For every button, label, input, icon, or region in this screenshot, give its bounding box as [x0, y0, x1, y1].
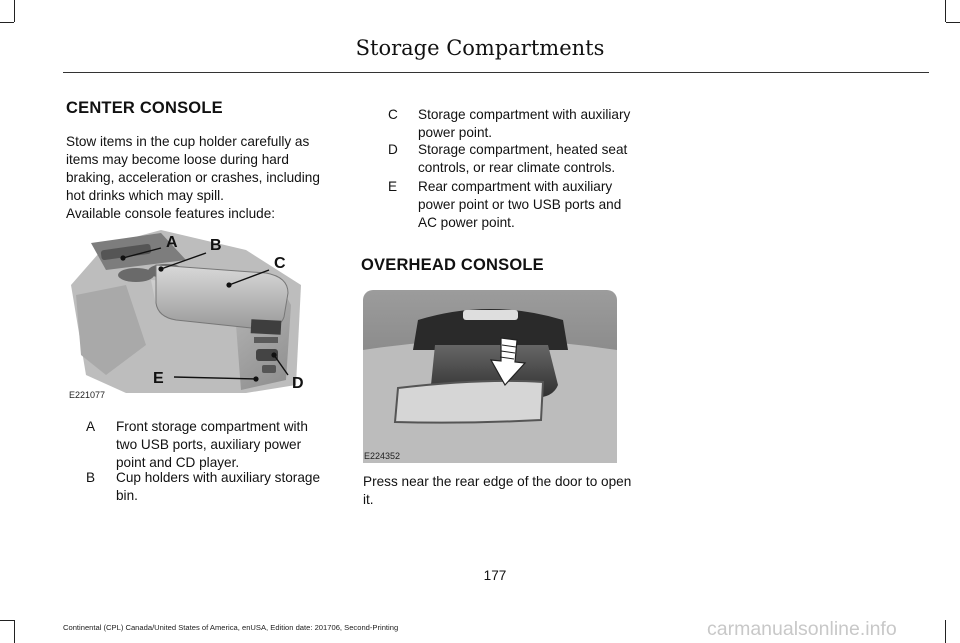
overhead-console-illustration [363, 290, 617, 463]
feature-line: Front storage compartment with [116, 419, 308, 434]
features-intro: Available console features include: [66, 206, 276, 221]
feature-line: point and CD player. [116, 455, 240, 470]
feature-item-e [388, 178, 648, 232]
intro-line: hot drinks which may spill. [66, 188, 224, 203]
crop-mark [0, 22, 14, 23]
crop-mark [945, 0, 946, 22]
feature-key: A [86, 419, 96, 434]
feature-description [418, 178, 621, 232]
body-line: it. [363, 492, 374, 507]
watermark: carmanualsonline.info [707, 618, 897, 640]
callout-d: D [292, 375, 304, 392]
feature-description [116, 418, 308, 472]
overhead-console-heading: OVERHEAD CONSOLE [361, 256, 544, 274]
feature-description [418, 106, 630, 142]
feature-line: Storage compartment with auxiliary [418, 107, 631, 122]
feature-item-a [86, 418, 346, 472]
crop-mark [14, 0, 15, 22]
feature-line: AC power point. [418, 215, 515, 230]
feature-line: power point or two USB ports and [418, 197, 622, 212]
figure-code: E221077 [69, 390, 106, 400]
crop-mark [0, 620, 14, 621]
footer-edition: Continental (CPL) Canada/United States of America, enUSA, Edition date: 201706, Second-Printing [63, 623, 399, 632]
figure-code: E224352 [364, 451, 401, 461]
callout-b: B [210, 237, 222, 254]
intro-line: braking, acceleration or crashes, including [66, 170, 320, 185]
feature-line: Storage compartment, heated seat [418, 142, 628, 157]
feature-line: bin. [116, 488, 138, 503]
feature-key: B [86, 470, 96, 485]
feature-key: E [388, 179, 398, 194]
crop-mark [945, 620, 946, 643]
header-rule [63, 72, 929, 73]
feature-key: D [388, 142, 398, 157]
callout-a: A [166, 234, 178, 251]
feature-item-c [388, 106, 648, 142]
feature-item-d [388, 141, 648, 177]
feature-line: Rear compartment with auxiliary [418, 179, 613, 194]
page-number: 177 [483, 568, 507, 583]
center-console-heading: CENTER CONSOLE [66, 99, 223, 117]
callout-c: C [274, 255, 286, 272]
feature-line: power point. [418, 125, 493, 140]
feature-key: C [388, 107, 398, 122]
feature-description [116, 469, 320, 505]
crop-mark [14, 620, 15, 643]
crop-mark [946, 22, 960, 23]
center-console-intro [66, 133, 346, 205]
body-line: Press near the rear edge of the door to open [363, 474, 632, 489]
callout-e: E [153, 370, 164, 387]
overhead-console-text [363, 473, 643, 509]
feature-line: two USB ports, auxiliary power [116, 437, 302, 452]
overhead-console-figure [363, 290, 617, 463]
intro-line: items may become loose during hard [66, 152, 289, 167]
feature-line: Cup holders with auxiliary storage [116, 470, 321, 485]
feature-item-b [86, 469, 346, 505]
page-header-title: Storage Compartments [355, 36, 605, 60]
center-console-figure [66, 225, 336, 402]
feature-description [418, 141, 627, 177]
feature-line: controls, or rear climate controls. [418, 160, 616, 175]
intro-line: Stow items in the cup holder carefully as [66, 134, 310, 149]
